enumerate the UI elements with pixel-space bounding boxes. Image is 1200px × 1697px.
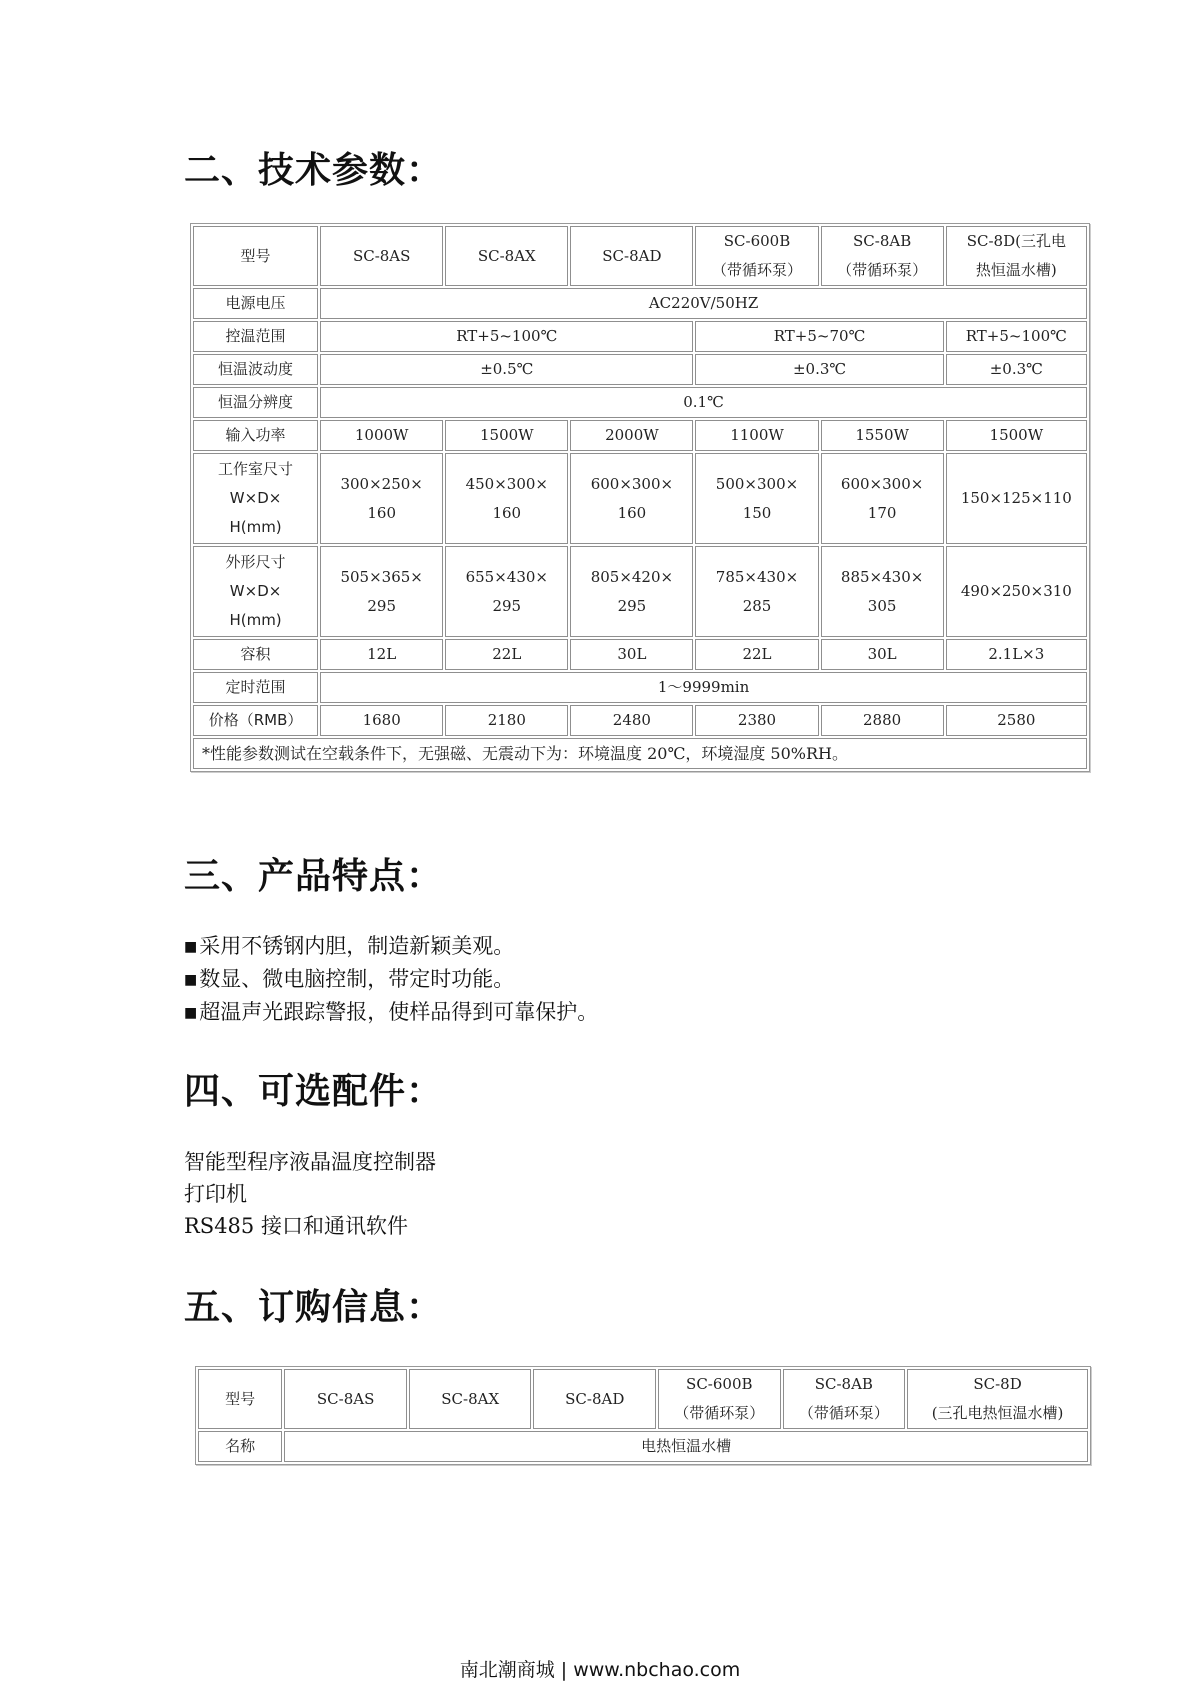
order-table [195, 1366, 1091, 1465]
table-row [198, 1369, 1088, 1429]
value-cell: 1680 [320, 705, 443, 736]
model-cell: SC-8AD [570, 226, 693, 286]
value-cell: AC220V/50HZ [320, 288, 1087, 319]
value-cell: 12L [320, 639, 443, 670]
value-cell: 785×430× 285 [695, 546, 818, 637]
model-cell: SC-8AS [320, 226, 443, 286]
table-row [193, 453, 1087, 544]
table-row [193, 738, 1087, 769]
value-cell: 电热恒温水槽 [284, 1431, 1088, 1462]
value-cell: RT+5~100℃ [320, 321, 693, 352]
value-cell: 0.1℃ [320, 387, 1087, 418]
value-cell: 450×300× 160 [445, 453, 568, 544]
row-label: 型号 [198, 1369, 282, 1429]
list-item: ■数显、微电脑控制，带定时功能。 [184, 967, 515, 991]
table-note: *性能参数测试在空载条件下，无强磁、无震动下为：环境温度 20℃，环境湿度 50%RH。 [193, 738, 1087, 769]
value-cell: 2480 [570, 705, 693, 736]
list-item: ■采用不锈钢内胆，制造新颖美观。 [184, 934, 515, 958]
square-bullet-icon: ■ [184, 972, 198, 988]
section-heading-ordering: 五、订购信息： [184, 1286, 444, 1328]
model-cell: SC-8AD [533, 1369, 656, 1429]
row-label: 定时范围 [193, 672, 318, 703]
accessory-list [184, 1146, 436, 1242]
value-cell: 1500W [946, 420, 1087, 451]
value-cell: 600×300× 160 [570, 453, 693, 544]
params-table [190, 223, 1090, 772]
row-label: 输入功率 [193, 420, 318, 451]
value-cell: 30L [570, 639, 693, 670]
value-cell: RT+5~100℃ [946, 321, 1087, 352]
table-row [193, 288, 1087, 319]
value-cell: 505×365× 295 [320, 546, 443, 637]
value-cell: 1550W [821, 420, 944, 451]
model-cell: SC-8AB （带循环泵） [821, 226, 944, 286]
section-heading-features: 三、产品特点： [184, 855, 444, 897]
table-row [193, 420, 1087, 451]
value-cell: 2580 [946, 705, 1087, 736]
value-cell: 30L [821, 639, 944, 670]
value-cell: RT+5~70℃ [695, 321, 943, 352]
feature-list [184, 930, 598, 1029]
value-cell: 1000W [320, 420, 443, 451]
square-bullet-icon: ■ [184, 1005, 198, 1021]
value-cell: 805×420× 295 [570, 546, 693, 637]
model-cell: SC-8AX [409, 1369, 532, 1429]
table-row [193, 321, 1087, 352]
table-row [193, 546, 1087, 637]
value-cell: ±0.3℃ [946, 354, 1087, 385]
row-label: 外形尺寸 W×D× H(mm) [193, 546, 318, 637]
page-footer: 南北潮商城 | www.nbchao.com [459, 1659, 741, 1681]
value-cell: 22L [695, 639, 818, 670]
value-cell: ±0.3℃ [695, 354, 943, 385]
model-cell: SC-600B （带循环泵） [658, 1369, 781, 1429]
row-label: 电源电压 [193, 288, 318, 319]
model-cell: SC-600B （带循环泵） [695, 226, 818, 286]
value-cell: 2180 [445, 705, 568, 736]
value-cell: 600×300× 170 [821, 453, 944, 544]
value-cell: ±0.5℃ [320, 354, 693, 385]
model-cell: SC-8AB （带循环泵） [783, 1369, 906, 1429]
value-cell: 2000W [570, 420, 693, 451]
model-cell: SC-8D(三孔电 热恒温水槽) [946, 226, 1087, 286]
value-cell: 655×430× 295 [445, 546, 568, 637]
row-label: 恒温波动度 [193, 354, 318, 385]
value-cell: 2880 [821, 705, 944, 736]
list-item: RS485 接口和通讯软件 [184, 1214, 408, 1238]
list-item: 打印机 [184, 1182, 247, 1206]
value-cell: 1100W [695, 420, 818, 451]
section-heading-accessories: 四、可选配件： [184, 1070, 444, 1112]
model-cell: SC-8AX [445, 226, 568, 286]
row-label: 控温范围 [193, 321, 318, 352]
value-cell: 1500W [445, 420, 568, 451]
table-row [193, 387, 1087, 418]
value-cell: 150×125×110 [946, 453, 1087, 544]
value-cell: 22L [445, 639, 568, 670]
value-cell: 1～9999min [320, 672, 1087, 703]
model-cell: SC-8AS [284, 1369, 407, 1429]
table-row [193, 672, 1087, 703]
section-heading-params: 二、技术参数： [184, 149, 444, 191]
model-cell: SC-8D (三孔电热恒温水槽) [907, 1369, 1088, 1429]
table-row [193, 354, 1087, 385]
row-label: 价格（RMB） [193, 705, 318, 736]
row-label: 工作室尺寸 W×D× H(mm) [193, 453, 318, 544]
value-cell: 2.1L×3 [946, 639, 1087, 670]
row-label: 容积 [193, 639, 318, 670]
value-cell: 490×250×310 [946, 546, 1087, 637]
row-label: 名称 [198, 1431, 282, 1462]
value-cell: 2380 [695, 705, 818, 736]
table-row [193, 226, 1087, 286]
table-row [193, 705, 1087, 736]
row-label: 恒温分辨度 [193, 387, 318, 418]
list-item: ■超温声光跟踪警报，使样品得到可靠保护。 [184, 1000, 599, 1024]
table-row [193, 639, 1087, 670]
square-bullet-icon: ■ [184, 939, 198, 955]
value-cell: 885×430× 305 [821, 546, 944, 637]
value-cell: 500×300× 150 [695, 453, 818, 544]
value-cell: 300×250× 160 [320, 453, 443, 544]
list-item: 智能型程序液晶温度控制器 [184, 1150, 436, 1174]
header-label-cell: 型号 [193, 226, 318, 286]
table-row [198, 1431, 1088, 1462]
